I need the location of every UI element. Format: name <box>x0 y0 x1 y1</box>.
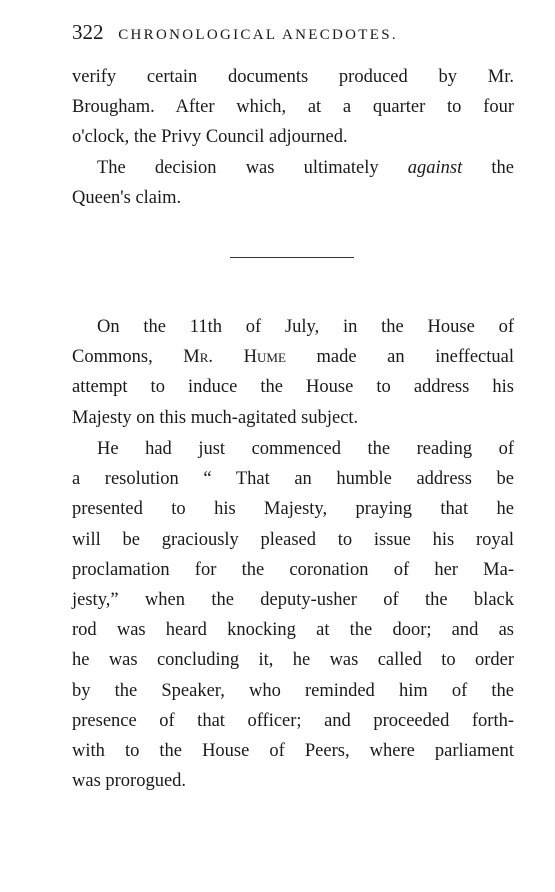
text-line: proclamation for the coronation of her Ma- <box>72 559 514 580</box>
text-run: the <box>462 158 514 178</box>
paragraph-decision <box>72 153 514 213</box>
paragraph-hume-attempt <box>72 312 514 433</box>
text-line: o'clock, the Privy Council adjourned. <box>72 127 348 148</box>
running-title: CHRONOLOGICAL ANECDOTES. <box>118 27 398 43</box>
text-line: by the Speaker, who reminded him of the <box>72 680 514 701</box>
page-number: 322 <box>72 20 104 44</box>
text-line: attempt to induce the House to address his <box>72 377 514 398</box>
paragraph-privy-council-continuation <box>72 62 514 153</box>
text-line: will be graciously pleased to issue his royal <box>72 529 514 550</box>
text-line: with to the House of Peers, where parliament <box>72 740 514 761</box>
emphasis-against: against <box>407 158 463 178</box>
text-line: He had just commenced the reading of <box>97 439 514 459</box>
text-line: he was concluding it, he was called to order <box>72 650 514 671</box>
text-line: was prorogued. <box>72 771 187 792</box>
text-line <box>72 153 514 183</box>
text-run: Commons, <box>72 347 184 368</box>
text-line: presence of that officer; and proceeded forth- <box>72 710 514 731</box>
text-run: made an ineffectual <box>285 347 514 368</box>
running-head <box>72 20 522 47</box>
text-line: presented to his Majesty, praying that he <box>72 499 514 520</box>
text-line: Majesty on this much-agitated subject. <box>72 407 359 428</box>
text-line <box>72 342 514 372</box>
text-line: On the 11th of July, in the House of <box>97 317 514 337</box>
text-line: rod was heard knocking at the door; and as <box>72 620 514 641</box>
paragraph-resolution <box>72 434 514 796</box>
text-run: The decision was ultimately <box>97 158 408 178</box>
text-line: Queen's claim. <box>72 188 182 209</box>
section-divider <box>230 257 354 258</box>
text-line: verify certain documents produced by Mr. <box>72 67 514 87</box>
small-caps-name: Mr. Hume <box>183 347 286 368</box>
text-line: Brougham. After which, at a quarter to four <box>72 97 514 118</box>
text-line: a resolution “ That an humble address be <box>72 469 514 490</box>
text-line: jesty,” when the deputy-usher of the black <box>72 589 514 610</box>
